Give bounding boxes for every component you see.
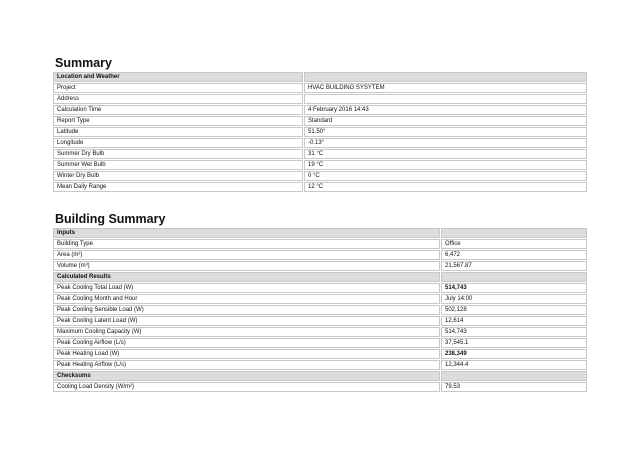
- row-value: 6,472: [441, 250, 587, 260]
- checksums-header-row: [53, 371, 587, 381]
- row-label: Winter Dry Bulb: [53, 171, 303, 181]
- row-label: Peak Cooling Airflow (L/s): [53, 338, 440, 348]
- row-value: 31 °C: [304, 149, 587, 159]
- table-row: [53, 316, 587, 326]
- table-row: [53, 83, 587, 93]
- row-value: July 14:00: [441, 294, 587, 304]
- table-row: [53, 294, 587, 304]
- results-header-blank: [441, 272, 587, 282]
- table-row: [53, 327, 587, 337]
- row-label: Volume (m³): [53, 261, 440, 271]
- checksums-header-blank: [441, 371, 587, 381]
- table-header-blank: [304, 72, 587, 82]
- row-label: Cooling Load Density (W/m²): [53, 382, 440, 392]
- inputs-header-label: Inputs: [53, 228, 440, 238]
- table-row: [53, 149, 587, 159]
- summary-title: Summary: [55, 56, 112, 70]
- row-value: Office: [441, 239, 587, 249]
- row-value: 514,743: [441, 283, 587, 293]
- results-header-label: Calculated Results: [53, 272, 440, 282]
- row-label: Project: [53, 83, 303, 93]
- row-value: 12,614: [441, 316, 587, 326]
- row-label: Summer Wet Bulb: [53, 160, 303, 170]
- table-header-label: Location and Weather: [53, 72, 303, 82]
- row-label: Peak Heating Load (W): [53, 349, 440, 359]
- row-label: Peak Heating Airflow (L/s): [53, 360, 440, 370]
- row-label: Building Type: [53, 239, 440, 249]
- inputs-header-row: [53, 228, 587, 238]
- row-value: 238,349: [441, 349, 587, 359]
- row-value: 514,743: [441, 327, 587, 337]
- row-value: 21,567.87: [441, 261, 587, 271]
- table-row: [53, 360, 587, 370]
- row-label: Peak Cooling Sensible Load (W): [53, 305, 440, 315]
- building-summary-table: [52, 227, 588, 393]
- table-row: [53, 127, 587, 137]
- row-value: 12,344.4: [441, 360, 587, 370]
- row-label: Peak Cooling Month and Hour: [53, 294, 440, 304]
- row-label: Peak Cooling Total Load (W): [53, 283, 440, 293]
- location-weather-table: [52, 71, 588, 193]
- row-value: 0 °C: [304, 171, 587, 181]
- row-label: Mean Daily Range: [53, 182, 303, 192]
- row-label: Longitude: [53, 138, 303, 148]
- row-value: 502,128: [441, 305, 587, 315]
- table-row: [53, 338, 587, 348]
- table-row: [53, 138, 587, 148]
- table-row: [53, 116, 587, 126]
- row-label: Calculation Time: [53, 105, 303, 115]
- row-value: HVAC BUILDING SYSYTEM: [304, 83, 587, 93]
- row-label: Peak Cooling Latent Load (W): [53, 316, 440, 326]
- table-row: [53, 160, 587, 170]
- checksums-header-label: Checksums: [53, 371, 440, 381]
- row-value: -0.13°: [304, 138, 587, 148]
- results-header-row: [53, 272, 587, 282]
- row-label: Summer Dry Bulb: [53, 149, 303, 159]
- table-row: [53, 305, 587, 315]
- row-value: 4 February 2016 14:43: [304, 105, 587, 115]
- row-label: Latitude: [53, 127, 303, 137]
- table-row: [53, 382, 587, 392]
- row-label: Report Type: [53, 116, 303, 126]
- row-value: 19 °C: [304, 160, 587, 170]
- table-row: [53, 94, 587, 104]
- row-value: 51.50°: [304, 127, 587, 137]
- row-value: 12 °C: [304, 182, 587, 192]
- table-row: [53, 182, 587, 192]
- table-row: [53, 283, 587, 293]
- table-row: [53, 171, 587, 181]
- table-row: [53, 261, 587, 271]
- row-label: Area (m²): [53, 250, 440, 260]
- table-row: [53, 239, 587, 249]
- row-label: Maximum Cooling Capacity (W): [53, 327, 440, 337]
- row-value: [304, 94, 587, 104]
- inputs-header-blank: [441, 228, 587, 238]
- table-row: [53, 250, 587, 260]
- row-value: 37,545.1: [441, 338, 587, 348]
- table-row: [53, 105, 587, 115]
- row-label: Address: [53, 94, 303, 104]
- row-value: Standard: [304, 116, 587, 126]
- table-header-row: [53, 72, 587, 82]
- building-summary-title: Building Summary: [55, 212, 166, 226]
- table-row: [53, 349, 587, 359]
- row-value: 79.53: [441, 382, 587, 392]
